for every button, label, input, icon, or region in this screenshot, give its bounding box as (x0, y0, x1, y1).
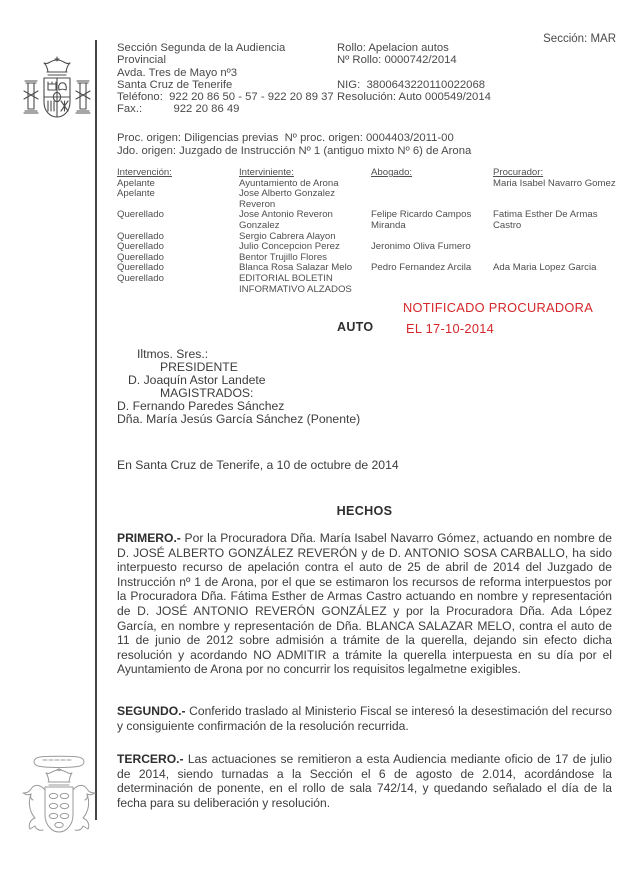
table-cell: Julio Concepcion Perez (239, 241, 340, 253)
court-address-block (117, 42, 334, 116)
fact-tercero (117, 752, 612, 810)
table-cell: Apelante (117, 177, 155, 189)
col-header-interviniente: Interviniente: (239, 167, 294, 178)
table-cell: Querellado (117, 272, 164, 284)
dateline: En Santa Cruz de Tenerife, a 10 de octubre de 2014 (117, 458, 399, 472)
table-cell: Querellado (117, 230, 164, 242)
left-margin-rule (95, 40, 97, 820)
table-cell: Fatima Esther De Armas Castro (493, 209, 598, 231)
court-city: Santa Cruz de Tenerife (117, 78, 233, 91)
court-fax: Fax.: 922 20 86 49 (117, 103, 240, 116)
proc-origen-line: Proc. origen: Diligencias previas Nº proc. origen: 0004403/2011-00 (117, 132, 454, 144)
magistrate-name: D. Fernando Paredes Sánchez (117, 399, 285, 414)
table-cell: Blanca Rosa Salazar Melo (239, 262, 353, 274)
table-cell (493, 189, 618, 210)
canary-islands-coat-of-arms-icon (16, 754, 102, 864)
auto-heading: AUTO (337, 320, 374, 334)
table-cell (493, 274, 618, 295)
section-label: Sección: MAR (543, 33, 616, 45)
origin-block (117, 132, 471, 157)
hechos-heading: HECHOS (336, 504, 393, 518)
notification-stamp-line2: EL 17-10-2014 (406, 321, 495, 336)
table-cell: Querellado (117, 241, 164, 253)
spacer (337, 67, 491, 79)
table-cell: Ayuntamiento de Arona (239, 177, 339, 189)
case-info-block (337, 42, 491, 103)
parties-table (117, 168, 617, 295)
president-name: D. Joaquín Astor Landete (128, 373, 266, 388)
table-cell: Querellado (117, 251, 164, 263)
case-rollo: Rollo: Apelacion autos (337, 42, 449, 54)
magistrates-label: MAGISTRADOS: (160, 386, 254, 401)
fact-tercero-label: TERCERO.- (117, 752, 184, 766)
judges-block (117, 348, 360, 427)
table-cell (371, 179, 491, 190)
table-cell: Bentor Trujillo Flores (239, 251, 327, 263)
fact-primero-label: PRIMERO.- (117, 531, 181, 545)
table-cell: Sergio Cabrera Alayon (239, 230, 336, 242)
table-cell (371, 274, 491, 295)
table-cell (371, 189, 491, 210)
table-cell: Ada Maria Lopez Garcia (493, 262, 597, 274)
fact-primero-text: Por la Procuradora Dña. María Isabel Navarro Gómez, actuando en nombre de D. JOSÉ ALBERTO GONZÁLEZ REVERÓN y de D. ANTONIO SOSA CARBALLO, ha sido interpuesto recurso de apelación contra el auto de 25 de abril de 2014 del Juzgado de Instrucción nº 1 de Arona, por el que se estimaron los recursos de reforma interpuestos por la Procuradora Dña. Fátima Esther de Armas Castro actuando en nombre y representación de D. JOSÉ ANTONIO REVERÓN GONZÁLEZ y por la Procuradora Dña. Ada López García, en nombre y representación de Dña. BLANCA SALAZAR MELO, contra el auto de 11 de junio de 2012 sobre admisión a trámite de la querella, dejando sin efecto dicha resolución y acordando NO ADMITIR a trámite la querella interpuesta en su día por el Ayuntamiento de Arona por no concurrir los requisitos legalmetne exigibles. (117, 531, 612, 677)
jdo-origen-line: Jdo. origen: Juzgado de Instrucción Nº 1 (antiguo mixto Nº 6) de Arona (117, 144, 472, 157)
table-cell (493, 232, 618, 243)
judges-intro: Iltmos. Sres.: (137, 347, 209, 361)
table-cell: Jose Alberto Gonzalez Reveron (239, 188, 335, 210)
fact-segundo-text: Conferido traslado al Ministerio Fiscal se interesó la desestimación del recurso y consiguiente confirmación de la resolución recurrida. (117, 704, 612, 733)
case-resolucion: Resolución: Auto 000549/2014 (337, 91, 491, 104)
table-cell: Felipe Ricardo Campos Miranda (371, 209, 472, 231)
table-cell: Jose Antonio Reveron Gonzalez (239, 209, 333, 231)
col-header-abogado: Abogado: (371, 167, 413, 178)
notification-stamp-line1: NOTIFICADO PROCURADORA (403, 300, 594, 315)
fact-segundo-label: SEGUNDO.- (117, 704, 186, 718)
magistrate-name-ponente: Dña. María Jesús García Sánchez (Ponente) (117, 412, 361, 427)
table-cell (493, 242, 618, 253)
table-cell: Querellado (117, 262, 164, 274)
fact-primero (117, 531, 612, 677)
president-label: PRESIDENTE (160, 360, 238, 375)
table-cell: Querellado (117, 209, 164, 221)
case-nig: NIG: 3800643220110022068 (337, 78, 486, 91)
court-name-line1: Sección Segunda de la Audiencia (117, 42, 286, 54)
court-street: Avda. Tres de Mayo nº3 (117, 66, 238, 79)
table-cell: Apelante (117, 188, 155, 200)
table-cell: Pedro Fernandez Arcila (371, 262, 472, 274)
table-cell: Jeronimo Oliva Fumero (371, 241, 471, 253)
fact-tercero-text: Las actuaciones se remitieron a esta Audiencia mediante oficio de 17 de julio de 2014, siendo turnadas a la Sección el 6 de agosto de 2.014, acordándose la determinación de ponente, en el rollo de sala 742/14, y quedando señalado el día de la fecha para su deliberación y resolución. (117, 752, 612, 810)
col-header-procurador: Procurador: (493, 167, 544, 178)
fact-segundo (117, 704, 612, 733)
court-phone: Teléfono: 922 20 86 50 - 57 - 922 20 89 37 (117, 91, 334, 104)
table-cell: Maria Isabel Navarro Gomez (493, 177, 616, 189)
court-name-line2: Provincial (117, 54, 166, 67)
col-header-intervencion: Intervención: (117, 167, 172, 178)
case-num-rollo: Nº Rollo: 0000742/2014 (337, 54, 457, 67)
spain-coat-of-arms-icon (21, 54, 93, 142)
table-cell: EDITORIAL BOLETIN INFORMATIVO ALZADOS (239, 272, 352, 295)
